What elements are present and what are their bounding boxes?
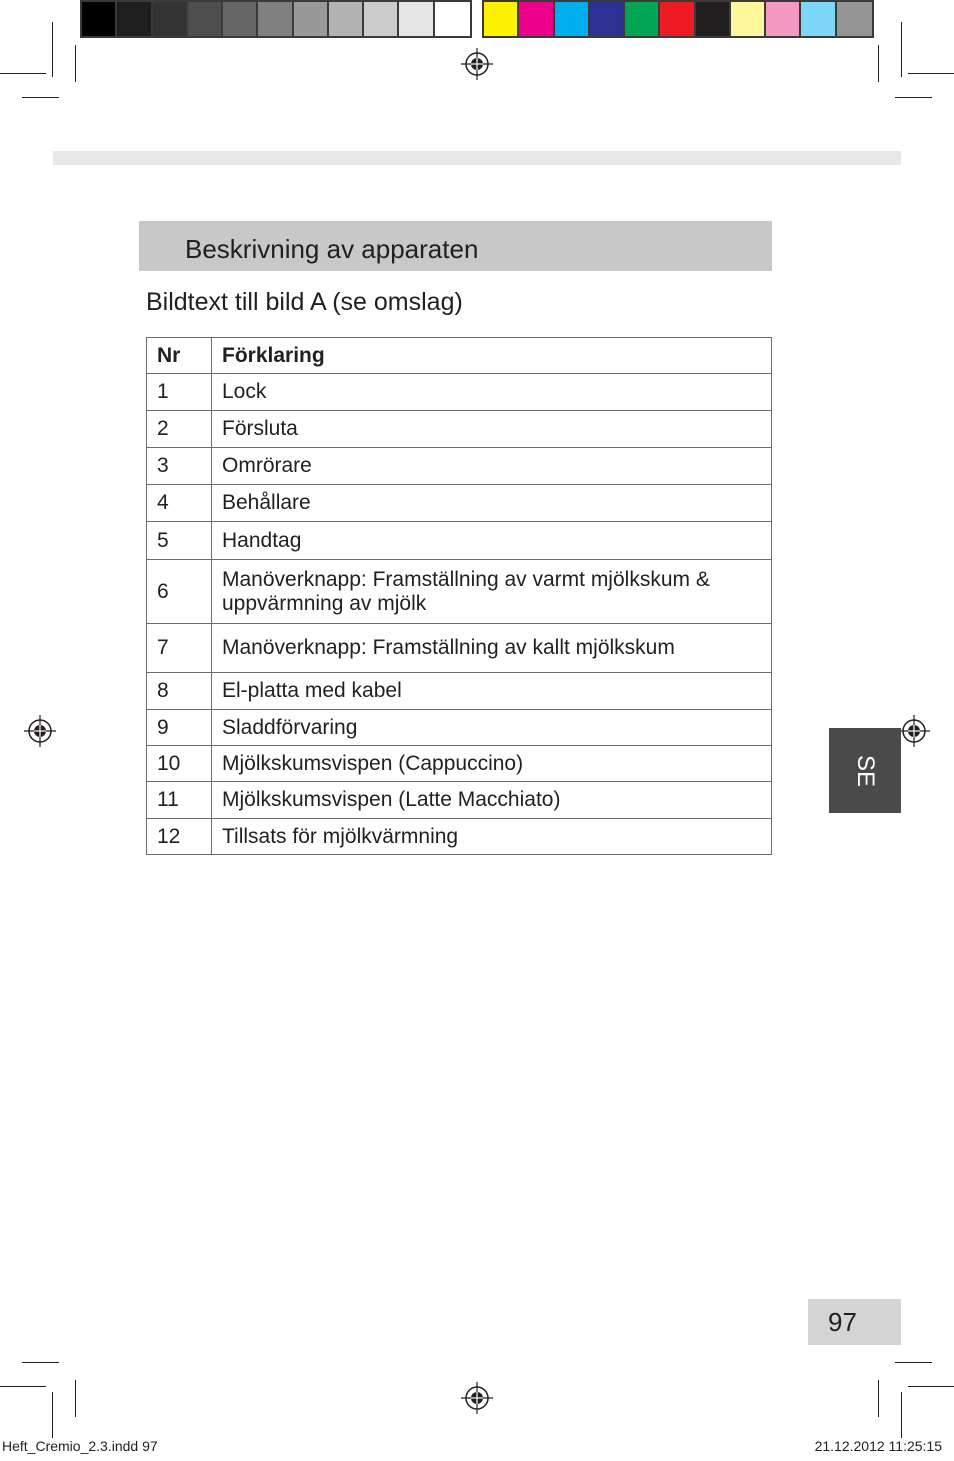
table-row xyxy=(147,624,772,673)
page-number: 97 xyxy=(828,1307,857,1337)
table-row xyxy=(147,522,772,560)
row-description: Sladdförvaring xyxy=(212,710,772,746)
slug-timestamp: 21.12.2012 11:25:15 xyxy=(814,1438,942,1454)
crop-mark xyxy=(908,73,954,74)
crop-mark xyxy=(75,45,76,82)
color-swatch xyxy=(117,2,152,36)
section-heading-bar xyxy=(139,221,772,271)
table-row xyxy=(147,560,772,624)
row-number: 5 xyxy=(147,522,212,560)
row-number: 11 xyxy=(147,782,212,819)
color-swatch xyxy=(153,2,188,36)
registration-mark-icon xyxy=(24,715,56,747)
crop-mark xyxy=(895,97,932,98)
color-swatch xyxy=(766,2,801,36)
page-number-box xyxy=(808,1299,901,1345)
color-swatch xyxy=(731,2,766,36)
table-row xyxy=(147,710,772,746)
color-swatch xyxy=(555,2,590,36)
row-number: 3 xyxy=(147,448,212,485)
grayscale-bar xyxy=(80,0,472,38)
color-swatch xyxy=(82,2,117,36)
legend-table xyxy=(146,337,772,855)
color-swatch xyxy=(258,2,293,36)
caption-title: Bildtext till bild A (se omslag) xyxy=(146,288,463,316)
crop-mark xyxy=(901,1392,902,1438)
row-description: Omrörare xyxy=(212,448,772,485)
crop-mark xyxy=(52,22,53,77)
color-swatch xyxy=(625,2,660,36)
language-tab xyxy=(829,728,901,813)
column-header-description: Förklaring xyxy=(212,338,772,374)
row-description: Försluta xyxy=(212,411,772,448)
crop-mark xyxy=(878,1380,879,1417)
row-number: 12 xyxy=(147,819,212,855)
row-number: 7 xyxy=(147,624,212,673)
color-swatch xyxy=(188,2,223,36)
row-number: 6 xyxy=(147,560,212,624)
color-swatch xyxy=(435,2,470,36)
column-header-nr: Nr xyxy=(147,338,212,374)
color-swatch xyxy=(329,2,364,36)
row-description: Mjölkskumsvispen (Latte Macchiato) xyxy=(212,782,772,819)
color-bar xyxy=(482,0,874,38)
table-row xyxy=(147,782,772,819)
crop-mark xyxy=(22,97,59,98)
registration-mark-icon xyxy=(898,715,930,747)
header-band xyxy=(53,151,901,165)
table-row xyxy=(147,411,772,448)
table-row xyxy=(147,485,772,522)
row-description: Mjölkskumsvispen (Cappuccino) xyxy=(212,746,772,782)
row-description: Lock xyxy=(212,374,772,411)
crop-mark xyxy=(901,22,902,77)
color-swatch xyxy=(294,2,329,36)
color-swatch xyxy=(837,2,872,36)
row-description: El-platta med kabel xyxy=(212,673,772,710)
table-row xyxy=(147,673,772,710)
row-number: 9 xyxy=(147,710,212,746)
crop-mark xyxy=(908,1386,954,1387)
color-swatch xyxy=(801,2,836,36)
row-number: 10 xyxy=(147,746,212,782)
color-swatch xyxy=(364,2,399,36)
registration-mark-icon xyxy=(461,1382,493,1414)
row-description: Manöverknapp: Framställning av varmt mjölkskum & uppvärmning av mjölk xyxy=(212,560,772,624)
color-swatch xyxy=(590,2,625,36)
row-description: Behållare xyxy=(212,485,772,522)
table-row xyxy=(147,448,772,485)
crop-mark xyxy=(52,1392,53,1438)
crop-mark xyxy=(0,1386,46,1387)
language-code: SE xyxy=(852,754,879,787)
row-number: 1 xyxy=(147,374,212,411)
section-heading: Beskrivning av apparaten xyxy=(185,234,479,264)
color-swatch xyxy=(484,2,519,36)
table-header-row xyxy=(147,338,772,374)
slug-filename: Heft_Cremio_2.3.indd 97 xyxy=(2,1438,158,1454)
row-description: Handtag xyxy=(212,522,772,560)
row-number: 2 xyxy=(147,411,212,448)
color-swatch xyxy=(223,2,258,36)
row-description: Manöverknapp: Framställning av kallt mjölkskum xyxy=(212,624,772,673)
crop-mark xyxy=(0,73,46,74)
color-swatch xyxy=(696,2,731,36)
row-number: 8 xyxy=(147,673,212,710)
crop-mark xyxy=(878,45,879,82)
table-row xyxy=(147,746,772,782)
crop-mark xyxy=(22,1362,59,1363)
crop-mark xyxy=(895,1362,932,1363)
table-row xyxy=(147,819,772,855)
table-row xyxy=(147,374,772,411)
registration-mark-icon xyxy=(461,48,493,80)
color-swatch xyxy=(399,2,434,36)
color-swatch xyxy=(519,2,554,36)
row-description: Tillsats för mjölkvärmning xyxy=(212,819,772,855)
row-number: 4 xyxy=(147,485,212,522)
color-swatch xyxy=(660,2,695,36)
crop-mark xyxy=(75,1380,76,1417)
